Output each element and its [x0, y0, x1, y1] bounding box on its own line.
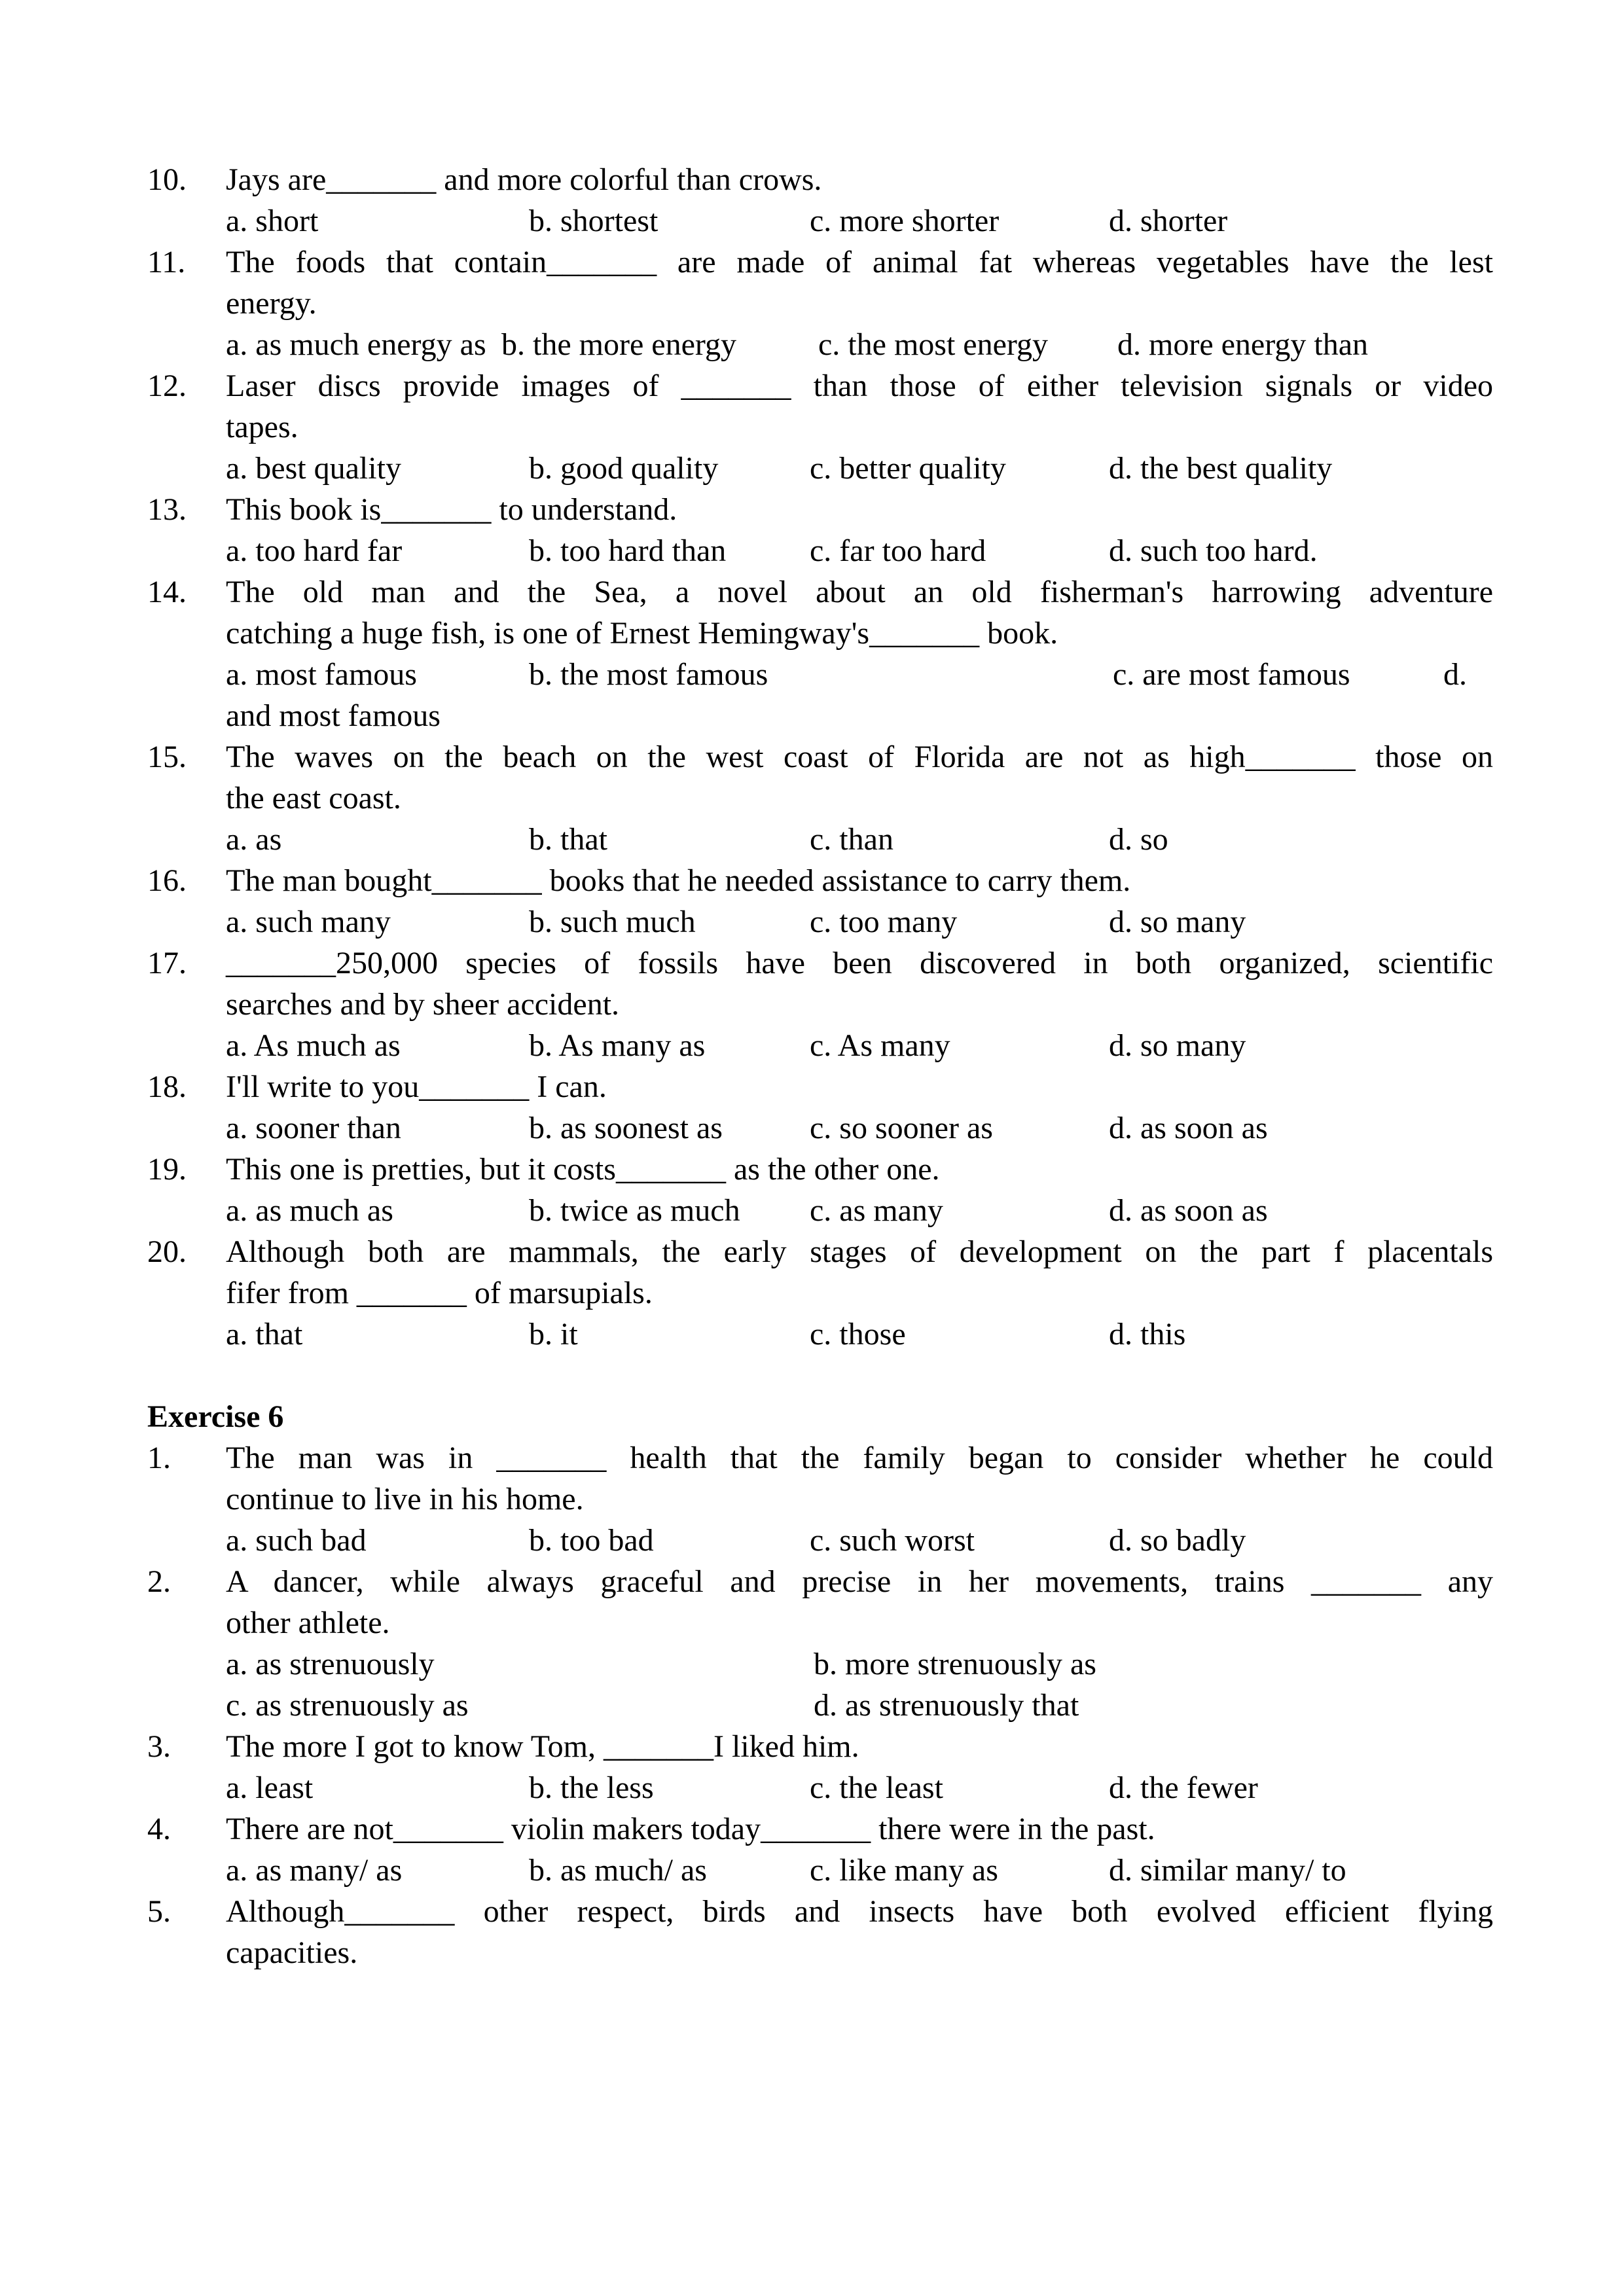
option-d: d. as soon as [1109, 1111, 1268, 1145]
option-a: a. such many [226, 905, 391, 939]
option-c: c. far too hard [810, 533, 986, 568]
question-number: 19. [147, 1152, 187, 1187]
question-number: 11. [147, 245, 186, 279]
option-b: b. such much [529, 905, 696, 939]
question-text-line: The waves on the beach on the west coast of Florida are not as high_______ those on [226, 740, 1493, 774]
question-row [147, 1808, 1493, 1891]
question-number: 17. [147, 946, 187, 980]
option-d: d. the fewer [1109, 1770, 1258, 1805]
question-number: 20. [147, 1234, 187, 1269]
question-row [147, 1066, 1493, 1149]
options-row [226, 1850, 1493, 1891]
option-a: a. as many/ as [226, 1853, 403, 1888]
option-a: a. As much as [226, 1028, 401, 1063]
options-row [226, 530, 1493, 571]
question-body [226, 1066, 1493, 1149]
option-d: d. [1443, 657, 1467, 692]
option-d: d. so many [1109, 905, 1246, 939]
question-body [226, 1726, 1493, 1808]
question-number: 12. [147, 368, 187, 403]
option-c: c. more shorter [810, 204, 1000, 238]
option-b: b. as much/ as [529, 1853, 707, 1888]
option-b: b. too bad [529, 1523, 654, 1558]
question-text-line: catching a huge fish, is one of Ernest Hemingway's_______ book. [226, 616, 1058, 651]
option-a: a. sooner than [226, 1111, 401, 1145]
options-row [226, 448, 1493, 489]
question-body [226, 571, 1493, 736]
question-text-line: Laser discs provide images of _______ than those of either television signals or video [226, 368, 1493, 403]
option-a: a. such bad [226, 1523, 367, 1558]
option-a: a. as [226, 822, 282, 857]
question-text-line: continue to live in his home. [226, 1482, 584, 1516]
option-a: a. most famous [226, 657, 417, 692]
option-b: b. As many as [529, 1028, 706, 1063]
option-a: a. as strenuously [226, 1647, 435, 1681]
question-row [147, 736, 1493, 860]
question-number: 3. [147, 1729, 171, 1764]
question-text-line: The man was in _______ health that the family began to consider whether he could [226, 1441, 1493, 1475]
question-row [147, 942, 1493, 1066]
option-b: b. shortest [529, 204, 659, 238]
question-text-line: energy. [226, 286, 317, 321]
question-body [226, 860, 1493, 942]
option-c: c. like many as [810, 1853, 998, 1888]
question-text-line: tapes. [226, 410, 298, 444]
question-text-line: This one is pretties, but it costs_______ as the other one. [226, 1152, 940, 1187]
question-number: 5. [147, 1894, 171, 1929]
options-row [226, 324, 1493, 365]
options-row [226, 1314, 1493, 1355]
question-text-line: Although_______ other respect, birds and insects have both evolved efficient flying [226, 1894, 1493, 1929]
option-c: c. than [810, 822, 893, 857]
option-c: c. those [810, 1317, 906, 1352]
question-row [147, 1231, 1493, 1355]
option-b: b. that [529, 822, 607, 857]
question-number: 15. [147, 740, 187, 774]
option-d: d. the best quality [1109, 451, 1333, 486]
worksheet-section [147, 159, 1493, 1355]
question-text-line: I'll write to you_______ I can. [226, 1069, 607, 1104]
option-d: d. similar many/ to [1109, 1853, 1346, 1888]
question-body [226, 736, 1493, 860]
question-row [147, 159, 1493, 242]
option-d: d. so badly [1109, 1523, 1246, 1558]
option-d-continued: and most famous [226, 698, 441, 733]
question-text-line: _______250,000 species of fossils have been discovered in both organized, scientific [226, 946, 1493, 980]
question-text-line: fifer from _______ of marsupials. [226, 1276, 653, 1310]
question-row [147, 1726, 1493, 1808]
question-body [226, 242, 1493, 365]
question-row [147, 571, 1493, 736]
option-d: d. shorter [1109, 204, 1228, 238]
question-text-line: searches and by sheer accident. [226, 987, 620, 1022]
option-d: d. such too hard. [1109, 533, 1318, 568]
question-body [226, 365, 1493, 489]
option-d: d. more energy than [1117, 327, 1368, 362]
option-c: c. too many [810, 905, 958, 939]
option-c: c. As many [810, 1028, 950, 1063]
option-c: c. such worst [810, 1523, 975, 1558]
question-text-line: There are not_______ violin makers today_______ there were in the past. [226, 1812, 1155, 1846]
question-body [226, 942, 1493, 1066]
option-c: c. as strenuously as [226, 1688, 469, 1723]
option-b: b. it [529, 1317, 578, 1352]
option-a: a. as much as [226, 1193, 393, 1228]
option-d: d. as strenuously that [814, 1688, 1079, 1723]
question-number: 1. [147, 1441, 171, 1475]
option-a: a. least [226, 1770, 314, 1805]
question-number: 18. [147, 1069, 187, 1104]
worksheet-section [147, 1355, 1493, 1973]
question-body [226, 1437, 1493, 1561]
option-b: b. too hard than [529, 533, 727, 568]
option-a: a. that [226, 1317, 303, 1352]
option-b: b. twice as much [529, 1193, 740, 1228]
option-b: b. more strenuously as [814, 1647, 1096, 1681]
option-c: c. as many [810, 1193, 943, 1228]
question-row [147, 1891, 1493, 1973]
question-text-line: A dancer, while always graceful and precise in her movements, trains _______ any [226, 1564, 1493, 1599]
options-row [226, 819, 1493, 860]
options-row [226, 654, 1493, 695]
option-d: d. so many [1109, 1028, 1246, 1063]
question-text-line: This book is_______ to understand. [226, 492, 677, 527]
question-text-line: capacities. [226, 1935, 358, 1970]
option-c: c. the most energy [818, 327, 1049, 362]
question-body [226, 1149, 1493, 1231]
question-text-line: other athlete. [226, 1605, 390, 1640]
question-text-line: The more I got to know Tom, _______I liked him. [226, 1729, 859, 1764]
option-d: d. as soon as [1109, 1193, 1268, 1228]
question-body [226, 489, 1493, 571]
options-row [226, 1643, 1493, 1685]
question-row [147, 242, 1493, 365]
question-row [147, 1561, 1493, 1726]
option-a: a. too hard far [226, 533, 403, 568]
question-text-line: Although both are mammals, the early stages of development on the part f placentals [226, 1234, 1493, 1269]
option-b: b. the more energy [501, 327, 736, 362]
question-number: 16. [147, 863, 187, 898]
option-b: b. good quality [529, 451, 719, 486]
options-row [226, 200, 1493, 242]
options-row [226, 1190, 1493, 1231]
question-text-line: the east coast. [226, 781, 401, 816]
section-heading: Exercise 6 [147, 1399, 284, 1434]
question-text-line: The foods that contain_______ are made of animal fat whereas vegetables have the lest [226, 245, 1493, 279]
question-row [147, 1149, 1493, 1231]
options-row [226, 1685, 1493, 1726]
options-row [226, 901, 1493, 942]
option-b: b. as soonest as [529, 1111, 723, 1145]
question-number: 14. [147, 575, 187, 609]
options-row [226, 1520, 1493, 1561]
option-c: c. are most famous [1113, 657, 1350, 692]
question-number: 4. [147, 1812, 171, 1846]
question-text-line: The man bought_______ books that he needed assistance to carry them. [226, 863, 1131, 898]
option-d: d. so [1109, 822, 1168, 857]
question-body [226, 1891, 1493, 1973]
question-body [226, 1231, 1493, 1355]
option-d: d. this [1109, 1317, 1186, 1352]
option-b: b. the most famous [529, 657, 768, 692]
question-row [147, 1437, 1493, 1561]
option-a: a. as much energy as [226, 327, 486, 362]
option-c: c. the least [810, 1770, 943, 1805]
option-a: a. short [226, 204, 319, 238]
option-b: b. the less [529, 1770, 654, 1805]
worksheet-sections [147, 159, 1493, 1973]
option-c: c. so sooner as [810, 1111, 993, 1145]
question-number: 2. [147, 1564, 171, 1599]
options-row [226, 1767, 1493, 1808]
question-row [147, 365, 1493, 489]
options-row [226, 1025, 1493, 1066]
question-row [147, 489, 1493, 571]
question-text-line: Jays are_______ and more colorful than crows. [226, 162, 822, 197]
section-spacer [147, 1355, 1493, 1396]
question-body [226, 1808, 1493, 1891]
question-body [226, 1561, 1493, 1726]
question-number: 13. [147, 492, 187, 527]
options-row [226, 1107, 1493, 1149]
question-text-line: The old man and the Sea, a novel about an old fisherman's harrowing adventure [226, 575, 1493, 609]
question-body [226, 159, 1493, 242]
question-number: 10. [147, 162, 187, 197]
option-a: a. best quality [226, 451, 401, 486]
question-row [147, 860, 1493, 942]
option-c: c. better quality [810, 451, 1006, 486]
